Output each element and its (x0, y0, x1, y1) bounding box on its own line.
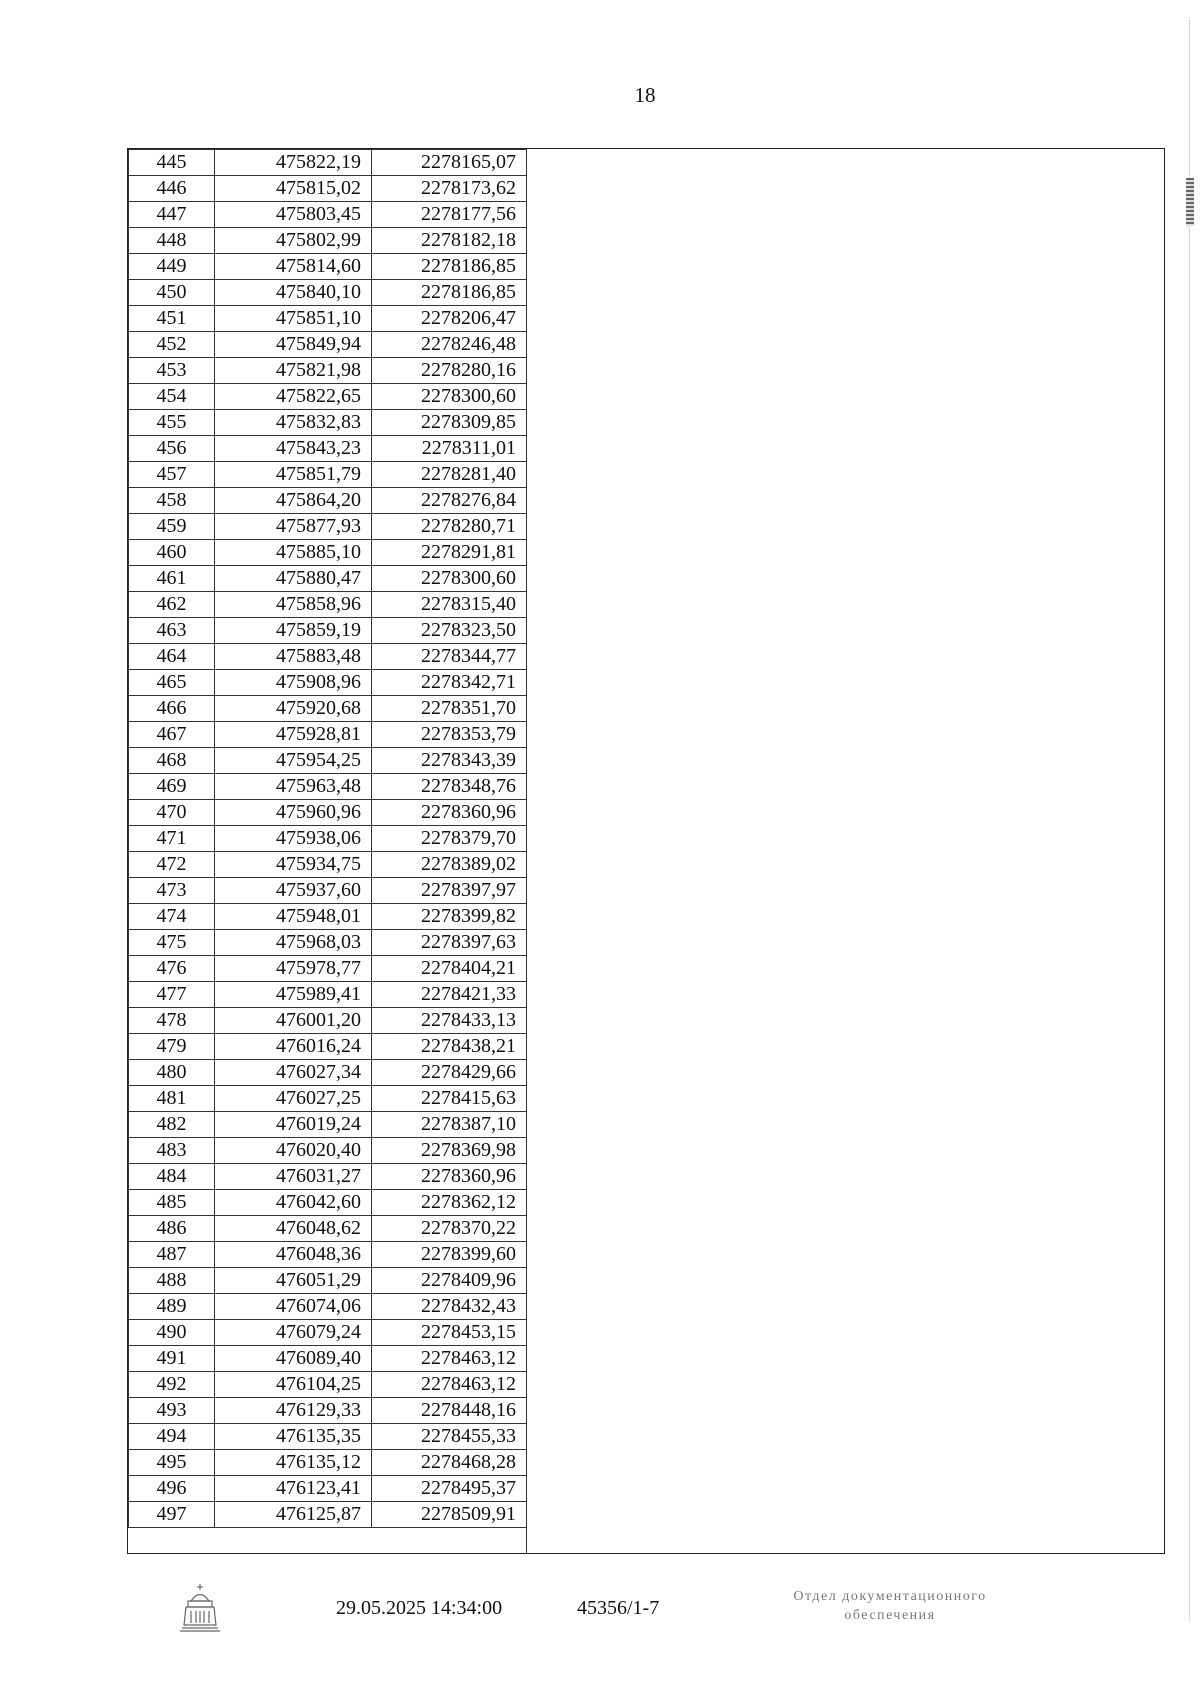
point-number-cell: 464 (129, 644, 215, 670)
coord-x-cell: 475859,19 (215, 618, 372, 644)
table-row (129, 1008, 527, 1034)
coord-x-cell: 475803,45 (215, 202, 372, 228)
table-row (129, 1476, 527, 1502)
coord-y-cell: 2278362,12 (372, 1190, 527, 1216)
point-number-cell: 448 (129, 228, 215, 254)
table-row (129, 1164, 527, 1190)
coord-y-cell: 2278276,84 (372, 488, 527, 514)
coord-y-cell: 2278182,18 (372, 228, 527, 254)
table-row (129, 956, 527, 982)
coord-x-cell: 475885,10 (215, 540, 372, 566)
coord-y-cell: 2278315,40 (372, 592, 527, 618)
coord-x-cell: 476048,36 (215, 1242, 372, 1268)
point-number-cell: 494 (129, 1424, 215, 1450)
table-row (129, 826, 527, 852)
coordinates-table (128, 149, 527, 1528)
coord-x-cell: 475908,96 (215, 670, 372, 696)
table-row (129, 254, 527, 280)
table-row (129, 1294, 527, 1320)
department-line-1: Отдел документационного (793, 1589, 987, 1604)
table-row (129, 644, 527, 670)
coord-y-cell: 2278351,70 (372, 696, 527, 722)
point-number-cell: 490 (129, 1320, 215, 1346)
coord-x-cell: 475937,60 (215, 878, 372, 904)
table-row (129, 1450, 527, 1476)
coord-y-cell: 2278397,63 (372, 930, 527, 956)
coord-x-cell: 476135,35 (215, 1424, 372, 1450)
point-number-cell: 489 (129, 1294, 215, 1320)
coord-y-cell: 2278404,21 (372, 956, 527, 982)
table-row (129, 488, 527, 514)
coordinates-table-frame (127, 148, 1165, 1554)
table-row (129, 1372, 527, 1398)
coord-x-cell: 476104,25 (215, 1372, 372, 1398)
point-number-cell: 484 (129, 1164, 215, 1190)
point-number-cell: 473 (129, 878, 215, 904)
table-row (129, 878, 527, 904)
coord-x-cell: 475877,93 (215, 514, 372, 540)
table-row (129, 1424, 527, 1450)
point-number-cell: 474 (129, 904, 215, 930)
coord-x-cell: 476027,25 (215, 1086, 372, 1112)
coord-y-cell: 2278415,63 (372, 1086, 527, 1112)
table-row (129, 1346, 527, 1372)
coord-y-cell: 2278389,02 (372, 852, 527, 878)
point-number-cell: 450 (129, 280, 215, 306)
coord-y-cell: 2278177,56 (372, 202, 527, 228)
coord-y-cell: 2278360,96 (372, 800, 527, 826)
coord-x-cell: 475934,75 (215, 852, 372, 878)
coord-x-cell: 475968,03 (215, 930, 372, 956)
coord-x-cell: 475960,96 (215, 800, 372, 826)
table-row (129, 1086, 527, 1112)
coord-y-cell: 2278495,37 (372, 1476, 527, 1502)
coord-y-cell: 2278309,85 (372, 410, 527, 436)
department-stamp (745, 1587, 1035, 1625)
point-number-cell: 491 (129, 1346, 215, 1372)
coord-y-cell: 2278468,28 (372, 1450, 527, 1476)
point-number-cell: 455 (129, 410, 215, 436)
table-row (129, 1112, 527, 1138)
table-row (129, 410, 527, 436)
table-row (129, 1138, 527, 1164)
point-number-cell: 478 (129, 1008, 215, 1034)
coord-y-cell: 2278463,12 (372, 1372, 527, 1398)
table-row (129, 774, 527, 800)
table-row (129, 1034, 527, 1060)
coord-x-cell: 475954,25 (215, 748, 372, 774)
point-number-cell: 495 (129, 1450, 215, 1476)
point-number-cell: 485 (129, 1190, 215, 1216)
coord-y-cell: 2278343,39 (372, 748, 527, 774)
table-row (129, 384, 527, 410)
coord-x-cell: 475948,01 (215, 904, 372, 930)
department-line-2: обеспечения (844, 1608, 936, 1623)
coord-x-cell: 475883,48 (215, 644, 372, 670)
point-number-cell: 497 (129, 1502, 215, 1528)
coord-y-cell: 2278387,10 (372, 1112, 527, 1138)
table-row (129, 722, 527, 748)
coord-x-cell: 475851,10 (215, 306, 372, 332)
coord-x-cell: 476089,40 (215, 1346, 372, 1372)
coord-y-cell: 2278342,71 (372, 670, 527, 696)
coord-y-cell: 2278379,70 (372, 826, 527, 852)
coord-x-cell: 476042,60 (215, 1190, 372, 1216)
table-row (129, 592, 527, 618)
point-number-cell: 456 (129, 436, 215, 462)
point-number-cell: 493 (129, 1398, 215, 1424)
coord-x-cell: 475851,79 (215, 462, 372, 488)
point-number-cell: 477 (129, 982, 215, 1008)
coord-x-cell: 475978,77 (215, 956, 372, 982)
point-number-cell: 460 (129, 540, 215, 566)
coord-y-cell: 2278280,71 (372, 514, 527, 540)
table-row (129, 800, 527, 826)
emblem-icon (178, 1581, 222, 1633)
coord-y-cell: 2278509,91 (372, 1502, 527, 1528)
coord-y-cell: 2278280,16 (372, 358, 527, 384)
point-number-cell: 481 (129, 1086, 215, 1112)
coord-x-cell: 476125,87 (215, 1502, 372, 1528)
point-number-cell: 487 (129, 1242, 215, 1268)
coord-y-cell: 2278453,15 (372, 1320, 527, 1346)
coord-y-cell: 2278311,01 (372, 436, 527, 462)
table-row (129, 436, 527, 462)
coord-y-cell: 2278433,13 (372, 1008, 527, 1034)
coord-y-cell: 2278206,47 (372, 306, 527, 332)
table-row (129, 1502, 527, 1528)
point-number-cell: 483 (129, 1138, 215, 1164)
coord-x-cell: 476031,27 (215, 1164, 372, 1190)
point-number-cell: 482 (129, 1112, 215, 1138)
point-number-cell: 496 (129, 1476, 215, 1502)
point-number-cell: 458 (129, 488, 215, 514)
point-number-cell: 461 (129, 566, 215, 592)
table-row (129, 1268, 527, 1294)
table-row (129, 332, 527, 358)
point-number-cell: 454 (129, 384, 215, 410)
table-row (129, 618, 527, 644)
point-number-cell: 459 (129, 514, 215, 540)
coord-y-cell: 2278370,22 (372, 1216, 527, 1242)
table-row (129, 514, 527, 540)
coord-y-cell: 2278300,60 (372, 566, 527, 592)
point-number-cell: 453 (129, 358, 215, 384)
coord-x-cell: 475920,68 (215, 696, 372, 722)
point-number-cell: 466 (129, 696, 215, 722)
coord-y-cell: 2278348,76 (372, 774, 527, 800)
point-number-cell: 457 (129, 462, 215, 488)
point-number-cell: 451 (129, 306, 215, 332)
coord-y-cell: 2278455,33 (372, 1424, 527, 1450)
coord-y-cell: 2278300,60 (372, 384, 527, 410)
coord-x-cell: 475802,99 (215, 228, 372, 254)
coord-y-cell: 2278438,21 (372, 1034, 527, 1060)
coord-x-cell: 475963,48 (215, 774, 372, 800)
coord-x-cell: 475849,94 (215, 332, 372, 358)
coord-x-cell: 476123,41 (215, 1476, 372, 1502)
point-number-cell: 479 (129, 1034, 215, 1060)
point-number-cell: 486 (129, 1216, 215, 1242)
point-number-cell: 476 (129, 956, 215, 982)
point-number-cell: 472 (129, 852, 215, 878)
coord-x-cell: 476048,62 (215, 1216, 372, 1242)
point-number-cell: 449 (129, 254, 215, 280)
coord-x-cell: 476074,06 (215, 1294, 372, 1320)
point-number-cell: 447 (129, 202, 215, 228)
table-row (129, 150, 527, 176)
table-row (129, 1190, 527, 1216)
footer-datetime: 29.05.2025 14:34:00 (336, 1597, 503, 1619)
point-number-cell: 468 (129, 748, 215, 774)
point-number-cell: 470 (129, 800, 215, 826)
coord-x-cell: 475822,65 (215, 384, 372, 410)
table-row (129, 1398, 527, 1424)
table-row (129, 1060, 527, 1086)
coord-y-cell: 2278344,77 (372, 644, 527, 670)
coord-x-cell: 475832,83 (215, 410, 372, 436)
table-row (129, 566, 527, 592)
coord-x-cell: 476027,34 (215, 1060, 372, 1086)
table-row (129, 852, 527, 878)
coord-y-cell: 2278397,97 (372, 878, 527, 904)
coord-x-cell: 476129,33 (215, 1398, 372, 1424)
coord-y-cell: 2278281,40 (372, 462, 527, 488)
coord-x-cell: 476079,24 (215, 1320, 372, 1346)
coord-x-cell: 476001,20 (215, 1008, 372, 1034)
point-number-cell: 471 (129, 826, 215, 852)
point-number-cell: 446 (129, 176, 215, 202)
point-number-cell: 480 (129, 1060, 215, 1086)
coord-y-cell: 2278353,79 (372, 722, 527, 748)
table-row (129, 1242, 527, 1268)
table-row (129, 904, 527, 930)
point-number-cell: 465 (129, 670, 215, 696)
table-row (129, 670, 527, 696)
coord-x-cell: 476019,24 (215, 1112, 372, 1138)
coord-y-cell: 2278432,43 (372, 1294, 527, 1320)
coord-y-cell: 2278186,85 (372, 280, 527, 306)
point-number-cell: 452 (129, 332, 215, 358)
footer (0, 1589, 1200, 1655)
coord-x-cell: 475840,10 (215, 280, 372, 306)
coord-y-cell: 2278448,16 (372, 1398, 527, 1424)
table-row (129, 280, 527, 306)
coord-y-cell: 2278186,85 (372, 254, 527, 280)
point-number-cell: 467 (129, 722, 215, 748)
coord-y-cell: 2278421,33 (372, 982, 527, 1008)
coord-y-cell: 2278369,98 (372, 1138, 527, 1164)
table-row (129, 176, 527, 202)
table-row (129, 540, 527, 566)
coord-y-cell: 2278429,66 (372, 1060, 527, 1086)
coord-y-cell: 2278323,50 (372, 618, 527, 644)
point-number-cell: 488 (129, 1268, 215, 1294)
table-row (129, 1320, 527, 1346)
coord-y-cell: 2278165,07 (372, 150, 527, 176)
coord-y-cell: 2278173,62 (372, 176, 527, 202)
coord-y-cell: 2278399,60 (372, 1242, 527, 1268)
point-number-cell: 492 (129, 1372, 215, 1398)
coord-x-cell: 475928,81 (215, 722, 372, 748)
table-row (129, 1216, 527, 1242)
point-number-cell: 475 (129, 930, 215, 956)
coord-x-cell: 475880,47 (215, 566, 372, 592)
point-number-cell: 469 (129, 774, 215, 800)
table-body (129, 150, 527, 1528)
coord-x-cell: 475821,98 (215, 358, 372, 384)
coord-x-cell: 475814,60 (215, 254, 372, 280)
coord-x-cell: 476020,40 (215, 1138, 372, 1164)
coord-x-cell: 475815,02 (215, 176, 372, 202)
coord-x-cell: 476016,24 (215, 1034, 372, 1060)
table-row (129, 228, 527, 254)
coord-x-cell: 475938,06 (215, 826, 372, 852)
point-number-cell: 463 (129, 618, 215, 644)
table-row (129, 930, 527, 956)
coord-x-cell: 475858,96 (215, 592, 372, 618)
coord-y-cell: 2278399,82 (372, 904, 527, 930)
coord-x-cell: 475989,41 (215, 982, 372, 1008)
scan-mark (1186, 178, 1194, 226)
coord-y-cell: 2278409,96 (372, 1268, 527, 1294)
coord-y-cell: 2278291,81 (372, 540, 527, 566)
empty-right-column (526, 149, 1164, 1553)
coord-x-cell: 475864,20 (215, 488, 372, 514)
table-row (129, 202, 527, 228)
coord-y-cell: 2278463,12 (372, 1346, 527, 1372)
table-row (129, 462, 527, 488)
scan-edge (1189, 20, 1192, 1620)
table-row (129, 748, 527, 774)
table-row (129, 358, 527, 384)
coord-y-cell: 2278360,96 (372, 1164, 527, 1190)
table-row (129, 696, 527, 722)
coord-x-cell: 475822,19 (215, 150, 372, 176)
coord-x-cell: 476135,12 (215, 1450, 372, 1476)
footer-doc-code: 45356/1-7 (577, 1597, 660, 1619)
coord-x-cell: 476051,29 (215, 1268, 372, 1294)
coord-x-cell: 475843,23 (215, 436, 372, 462)
coord-y-cell: 2278246,48 (372, 332, 527, 358)
point-number-cell: 462 (129, 592, 215, 618)
table-row (129, 982, 527, 1008)
table-row (129, 306, 527, 332)
page-number: 18 (634, 83, 656, 107)
point-number-cell: 445 (129, 150, 215, 176)
